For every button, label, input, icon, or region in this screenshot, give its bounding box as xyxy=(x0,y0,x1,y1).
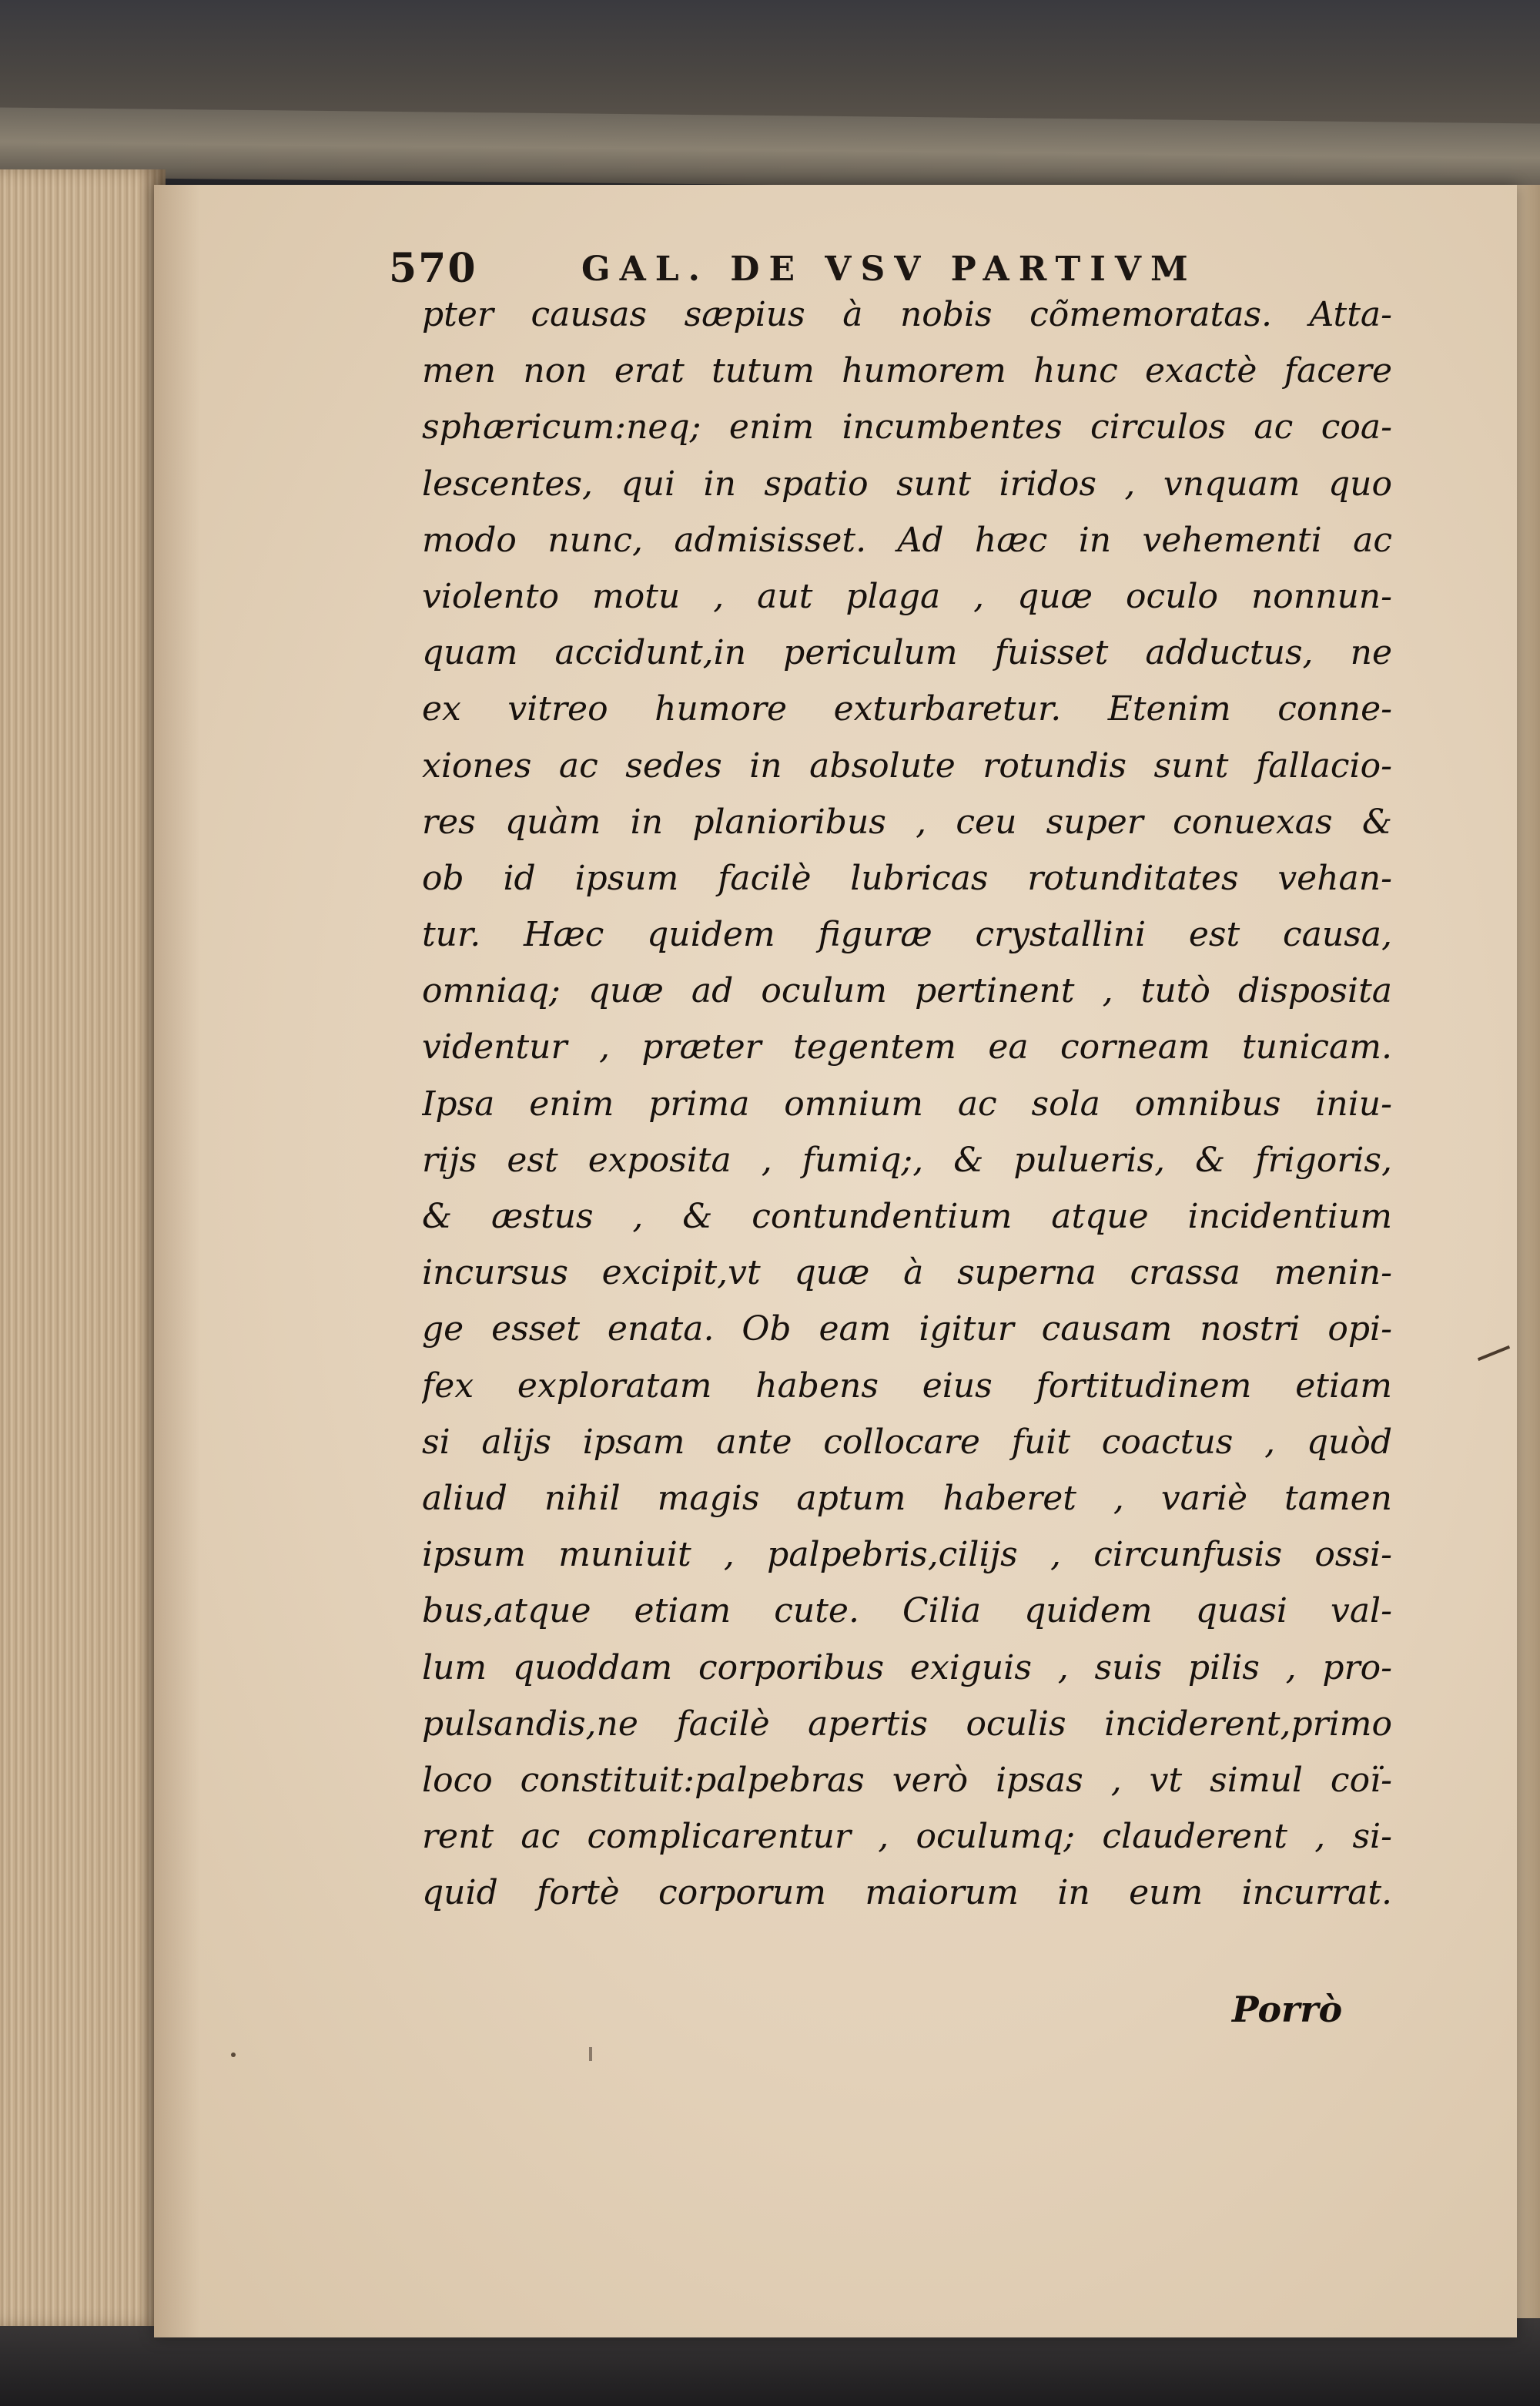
text-line: loco constituit:palpebras verò ipsas , vt simul coï- xyxy=(422,1760,1392,1800)
text-line: sphæricum:neq; enim incumbentes circulos ac coa- xyxy=(422,407,1392,447)
text-line: ob id ipsum facilè lubricas rotunditates vehan- xyxy=(422,858,1392,898)
text-line: modo nunc, admisisset. Ad hæc in vehementi ac xyxy=(422,520,1392,560)
text-line: violento motu , aut plaga , quæ oculo nonnun- xyxy=(422,576,1392,616)
text-line: videntur , præter tegentem ea corneam tunicam. xyxy=(422,1027,1392,1067)
text-line: pulsandis,ne facilè apertis oculis inciderent,primo xyxy=(422,1704,1392,1744)
page-spot xyxy=(231,2052,236,2057)
page-spot xyxy=(589,2047,592,2061)
text-line: men non erat tutum humorem hunc exactè facere xyxy=(422,351,1392,391)
text-line: omniaq; quæ ad oculum pertinent , tutò disposita xyxy=(422,971,1392,1011)
text-line: bus,atque etiam cute. Cilia quidem quasi val- xyxy=(422,1591,1392,1631)
running-title: GAL. DE VSV PARTIVM xyxy=(581,250,1197,289)
text-line: ge esset enata. Ob eam igitur causam nostri opi- xyxy=(422,1309,1392,1349)
text-line: tur. Hæc quidem figuræ crystallini est causa, xyxy=(422,915,1392,955)
text-line: aliud nihil magis aptum haberet , variè tamen xyxy=(422,1478,1392,1518)
text-line: incursus excipit,vt quæ à superna crassa menin- xyxy=(422,1253,1392,1293)
text-line: ex vitreo humore exturbaretur. Etenim conne- xyxy=(422,689,1392,729)
text-line: lum quoddam corporibus exiguis , suis pilis , pro- xyxy=(422,1647,1392,1687)
text-line: quam accidunt,in periculum fuisset adductus, ne xyxy=(422,633,1392,673)
page-stack-edge xyxy=(0,169,166,2326)
text-line: ipsum muniuit , palpebris,cilijs , circunfusis ossi- xyxy=(422,1535,1392,1575)
body-text xyxy=(422,287,1392,1921)
text-line: fex exploratam habens eius fortitudinem etiam xyxy=(422,1366,1392,1406)
page-number: 570 xyxy=(389,245,477,292)
text-line: quid fortè corporum maiorum in eum incurrat. xyxy=(422,1873,1392,1913)
text-line: rijs est exposita , fumiq;, & pulueris, & frigoris, xyxy=(422,1140,1392,1180)
text-line: Ipsa enim prima omnium ac sola omnibus iniu- xyxy=(422,1084,1392,1124)
text-line: & æstus , & contundentium atque incidentium xyxy=(422,1197,1392,1236)
page-header xyxy=(389,245,1467,291)
text-line: lescentes, qui in spatio sunt iridos , vnquam quo xyxy=(422,464,1392,504)
catchword: Porrò xyxy=(1232,1989,1343,2030)
text-line: rent ac complicarentur , oculumq; clauderent , si- xyxy=(422,1817,1392,1857)
text-line: xiones ac sedes in absolute rotundis sunt fallacio- xyxy=(422,746,1392,786)
text-line: si alijs ipsam ante collocare fuit coactus , quòd xyxy=(422,1422,1392,1462)
text-line: res quàm in planioribus , ceu super conuexas & xyxy=(422,802,1392,842)
text-line: pter causas sæpius à nobis cõmemoratas. Atta- xyxy=(422,295,1392,334)
